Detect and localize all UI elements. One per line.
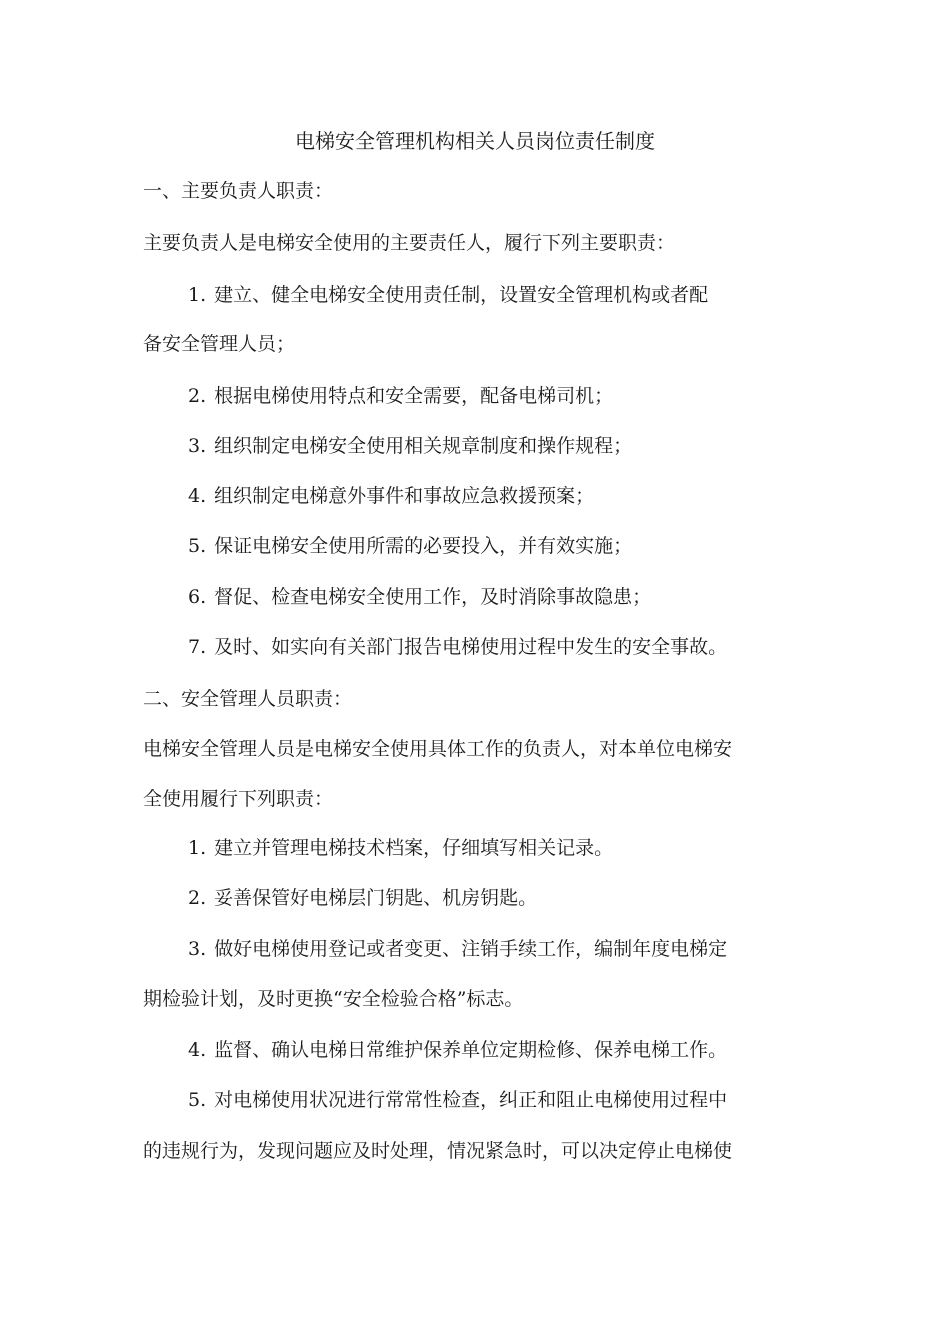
item-number: 7.	[188, 636, 207, 658]
item-number: 1.	[188, 837, 207, 859]
section-2-intro-line-2: 全使用履行下列职责：	[143, 788, 334, 810]
section-1-intro: 主要负责人是电梯安全使用的主要责任人，履行下列主要职责：	[143, 232, 676, 254]
document-title: 电梯安全管理机构相关人员岗位责任制度	[295, 129, 655, 153]
section-2-item-3	[188, 935, 727, 963]
section-2-heading: 二、安全管理人员职责：	[143, 688, 353, 710]
section-2-item-4	[188, 1036, 727, 1064]
item-number: 6.	[188, 586, 207, 608]
section-1-item-3	[188, 432, 632, 460]
item-number: 2.	[188, 385, 207, 407]
item-number: 5.	[188, 1089, 207, 1111]
item-text: 组织制定电梯意外事件和事故应急救援预案；	[214, 485, 595, 507]
section-1-item-6	[188, 583, 651, 611]
section-2-item-5-continuation: 的违规行为，发现问题应及时处理，情况紧急时，可以决定停止电梯使	[143, 1140, 733, 1162]
section-1-item-7	[188, 633, 727, 661]
section-1-item-1	[188, 281, 708, 309]
item-text: 做好电梯使用登记或者变更、注销手续工作，编制年度电梯定	[214, 938, 728, 960]
item-text: 建立并管理电梯技术档案，仔细填写相关记录。	[214, 837, 614, 859]
section-1-heading: 一、主要负责人职责：	[143, 180, 334, 202]
section-1-item-1-continuation: 备安全管理人员；	[143, 333, 296, 355]
section-2-intro-line-1: 电梯安全管理人员是电梯安全使用具体工作的负责人，对本单位电梯安	[143, 738, 733, 760]
section-2-item-3-continuation: 期检验计划，及时更换“安全检验合格”标志。	[143, 988, 524, 1010]
item-text: 对电梯使用状况进行常常性检查，纠正和阻止电梯使用过程中	[214, 1089, 728, 1111]
item-text: 建立、健全电梯安全使用责任制，设置安全管理机构或者配	[214, 284, 709, 306]
item-number: 3.	[188, 435, 207, 457]
item-number: 1.	[188, 284, 207, 306]
section-2-item-2	[188, 884, 537, 912]
section-1-item-2	[188, 382, 613, 410]
section-1-item-4	[188, 482, 594, 510]
item-text: 组织制定电梯安全使用相关规章制度和操作规程；	[214, 435, 633, 457]
item-text: 妥善保管好电梯层门钥匙、机房钥匙。	[214, 887, 538, 909]
item-text: 保证电梯安全使用所需的必要投入，并有效实施；	[214, 535, 633, 557]
item-text: 监督、确认电梯日常维护保养单位定期检修、保养电梯工作。	[214, 1039, 728, 1061]
item-number: 4.	[188, 1039, 207, 1061]
item-number: 5.	[188, 535, 207, 557]
item-text: 根据电梯使用特点和安全需要，配备电梯司机；	[214, 385, 614, 407]
item-number: 4.	[188, 485, 207, 507]
section-1-item-5	[188, 532, 632, 560]
section-2-item-1	[188, 834, 613, 862]
item-text: 及时、如实向有关部门报告电梯使用过程中发生的安全事故。	[214, 636, 728, 658]
item-number: 2.	[188, 887, 207, 909]
item-number: 3.	[188, 938, 207, 960]
item-text: 督促、检查电梯安全使用工作，及时消除事故隐患；	[214, 586, 652, 608]
section-2-item-5	[188, 1086, 727, 1114]
